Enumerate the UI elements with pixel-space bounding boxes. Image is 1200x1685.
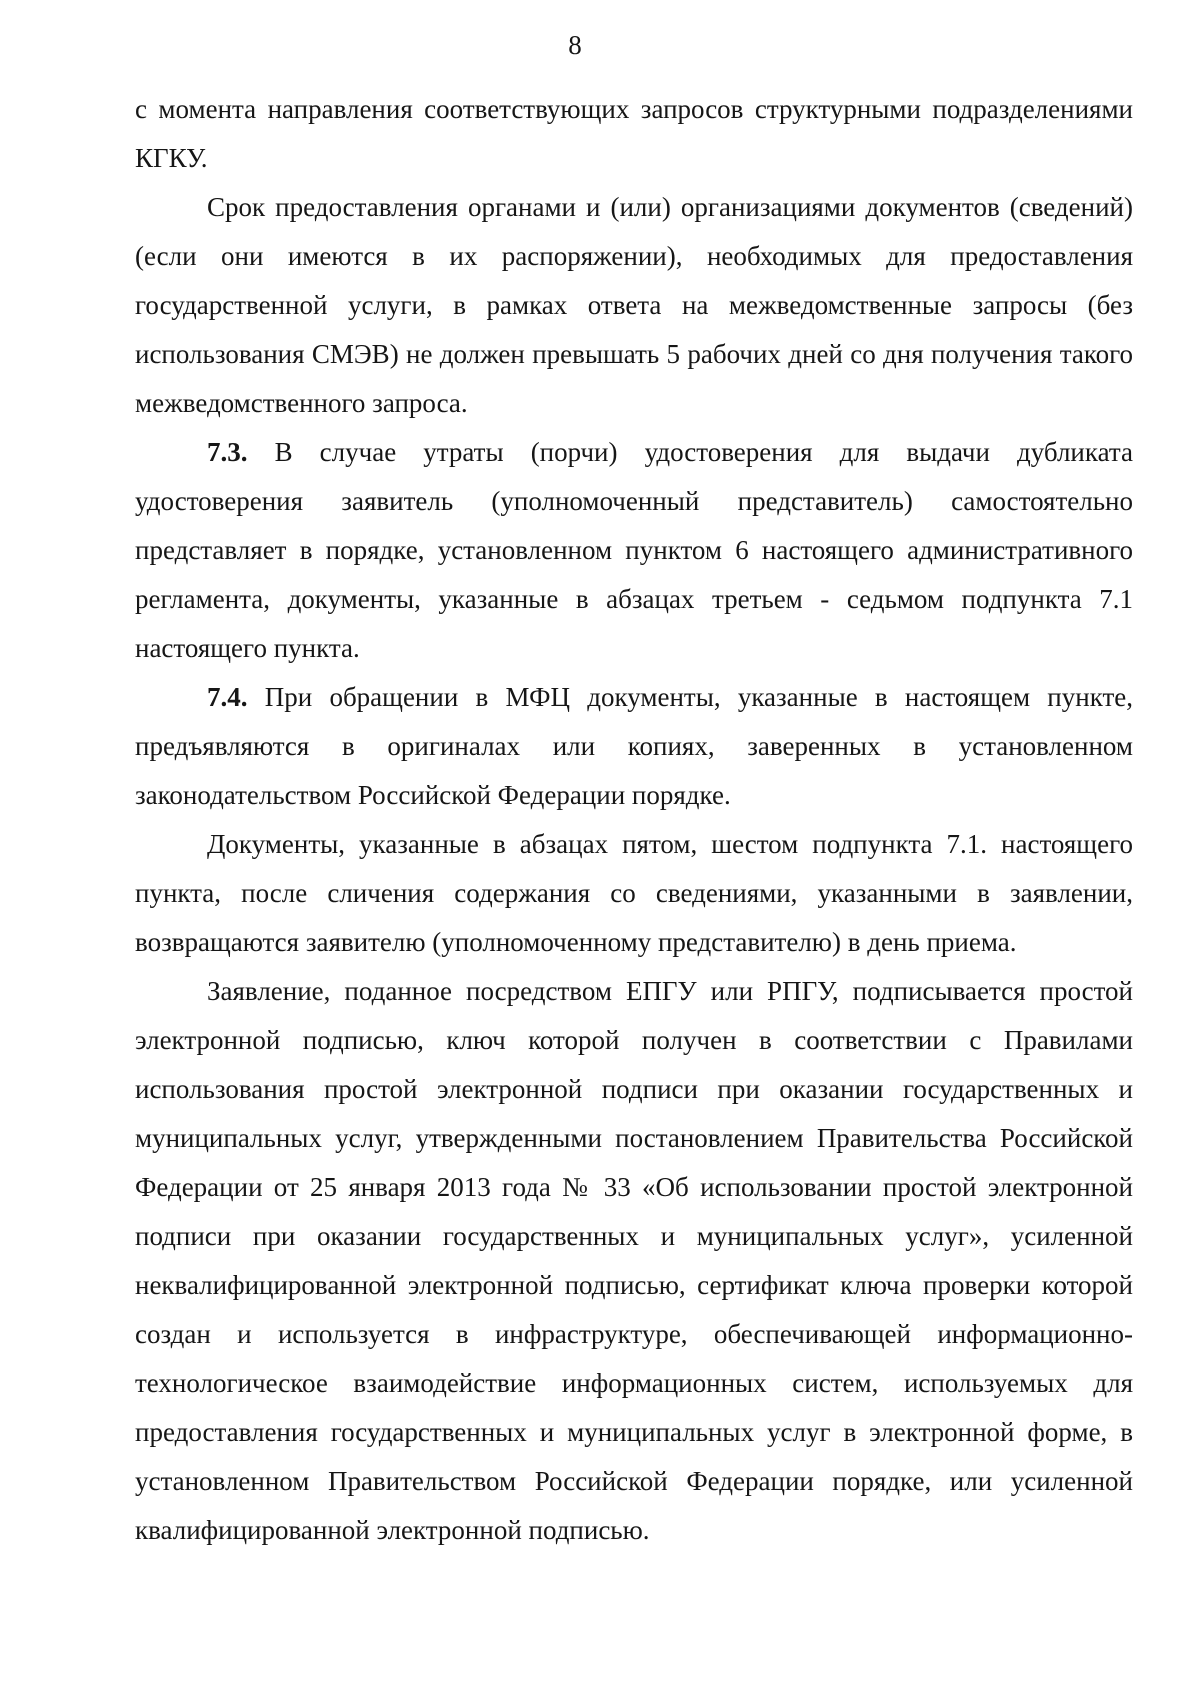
paragraph-term-of-documents bbox=[135, 183, 1133, 428]
paragraph-text: В случае утраты (порчи) удостоверения для выдачи дубликата удостоверения заявитель (уполномоченный представитель) самостоятельно представляет в порядке, установленном пунктом 6 настоящего административного регламента, документы, указанные в абзацах третьем - седьмом подпункта 7.1 настоящего пункта. bbox=[135, 437, 1133, 663]
paragraph-text: При обращении в МФЦ документы, указанные в настоящем пункте, предъявляются в оригиналах или копиях, заверенных в установленном законодательством Российской Федерации порядке. bbox=[135, 682, 1133, 810]
document-body bbox=[135, 85, 1133, 1555]
paragraph-electronic-signature bbox=[135, 967, 1133, 1555]
paragraph-documents-returned bbox=[135, 820, 1133, 967]
paragraph-text: Срок предоставления органами и (или) организациями документов (сведений) (если они имеются в их распоряжении), необходимых для предоставления государственной услуги, в рамках ответа на межведомственные запросы (без использования СМЭВ) не должен превышать 5 рабочих дней со дня получения такого межведомственного запроса. bbox=[135, 192, 1133, 418]
paragraph-7-3 bbox=[135, 428, 1133, 673]
paragraph-text: Документы, указанные в абзацах пятом, шестом подпункта 7.1. настоящего пункта, после сличения содержания со сведениями, указанными в заявлении, возвращаются заявителю (уполномоченному представителю) в день приема. bbox=[135, 829, 1133, 957]
paragraph-continuation bbox=[135, 85, 1133, 183]
paragraph-7-4 bbox=[135, 673, 1133, 820]
clause-number: 7.4. bbox=[207, 682, 248, 712]
clause-number: 7.3. bbox=[207, 437, 248, 467]
page-number: 8 bbox=[568, 30, 582, 60]
paragraph-text: Заявление, поданное посредством ЕПГУ или РПГУ, подписывается простой электронной подписью, ключ которой получен в соответствии с Правилами использования простой электронной подписи при оказании государственных и муниципальных услуг, утвержденными постановлением Правительства Российской Федерации от 25 января 2013 года № 33 «Об использовании простой электронной подписи при оказании государственных и муниципальных услуг», усиленной неквалифицированной электронной подписью, сертификат ключа проверки которой создан и используется в инфраструктуре, обеспечивающей информационно-технологическое взаимодействие информационных систем, используемых для предоставления государственных и муниципальных услуг в электронной форме, в установленном Правительством Российской Федерации порядке, или усиленной квалифицированной электронной подписью. bbox=[135, 976, 1133, 1545]
paragraph-text: с момента направления соответствующих запросов структурными подразделениями КГКУ. bbox=[135, 94, 1133, 173]
